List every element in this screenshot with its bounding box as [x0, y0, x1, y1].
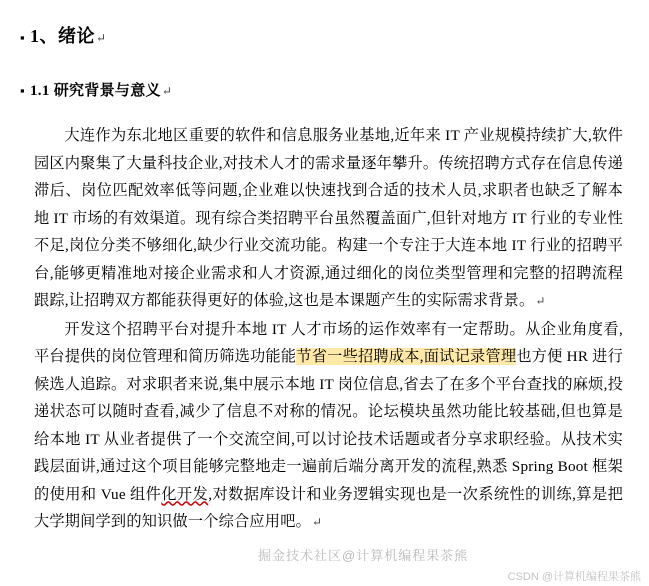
- heading-section-1: [20, 16, 623, 48]
- heading-section-1-1: [20, 79, 623, 100]
- text-run: 开发这个招聘平台对提升本地 IT 人才市场的运作效率有一定帮助。从企业角度看,平台提供的岗位管理和简历筛选功能能: [34, 320, 623, 365]
- paragraph-1: [34, 122, 623, 316]
- watermark-right: [508, 568, 641, 584]
- watermark-left: 掘金技术社区@计算机编程果茶熊: [258, 548, 469, 563]
- spellcheck-underlined-text-run: 化开发: [161, 485, 209, 503]
- watermark-author-label: @计算机编程果茶熊: [538, 571, 641, 583]
- paragraph-mark-icon: ↵: [96, 31, 107, 45]
- text-run: 大连作为东北地区重要的软件和信息服务业基地,近年来 IT 产业规模持续扩大,软件园区内聚集了大量科技企业,对技术人才的需求量逐年攀升。传统招聘方式存在信息传递滞后、岗位匹配效率低等问题,企业难以快速找到合适的技术人员,求职者也缺乏了解本地 IT 市场的有效渠道。现有综合类招聘平台虽然覆盖面广,但针对地方 IT 行业的专业性不足,岗位分类不够细化,缺少行业交流功能。构建一个专注于大连本地 IT 行业的招聘平台,能够更精准地对接企业需求和人才资源,通过细化的岗位类型管理和完整的招聘流程跟踪,让招聘双方都能获得更好的体验,这也是本课题产生的实际需求背景。: [34, 127, 623, 309]
- paragraph-2: [34, 316, 623, 537]
- list-bullet-icon: ▪: [20, 83, 25, 98]
- highlighted-text-run: 节省一些招聘成本,面试记录管理: [296, 348, 517, 365]
- document-body: [34, 122, 623, 537]
- text-run: ,对数据库设计和业务逻辑实现也是一次系统性的训练,算是把大学期间学到的知识做一个综合应用吧。: [34, 485, 623, 530]
- paragraph-mark-icon: ↵: [161, 84, 173, 98]
- heading-2-text: 1.1 研究背景与意义: [30, 83, 161, 99]
- heading-1-text: 1、绪论: [30, 26, 95, 46]
- list-bullet-icon: ▪: [20, 30, 25, 45]
- watermark-source-label: CSDN: [507, 571, 539, 583]
- paragraph-mark-icon: ↵: [535, 294, 546, 308]
- text-run: 也方便 HR 进行候选人追踪。对求职者来说,集中展示本地 IT 岗位信息,省去了在多个平台查找的麻烦,投递状态可以随时查看,减少了信息不对称的情况。论坛模块虽然功能比较基础,但也算是给本地 IT 从业者提供了一个交流空间,可以讨论技术话题或者分享求职经验。从技术实践层面讲,通过这个项目能够完整地走一遍前后端分离开发的流程,熟悉 Spring Boot 框架的使用和 Vue 组件: [34, 348, 624, 503]
- paragraph-mark-icon: ↵: [311, 515, 323, 529]
